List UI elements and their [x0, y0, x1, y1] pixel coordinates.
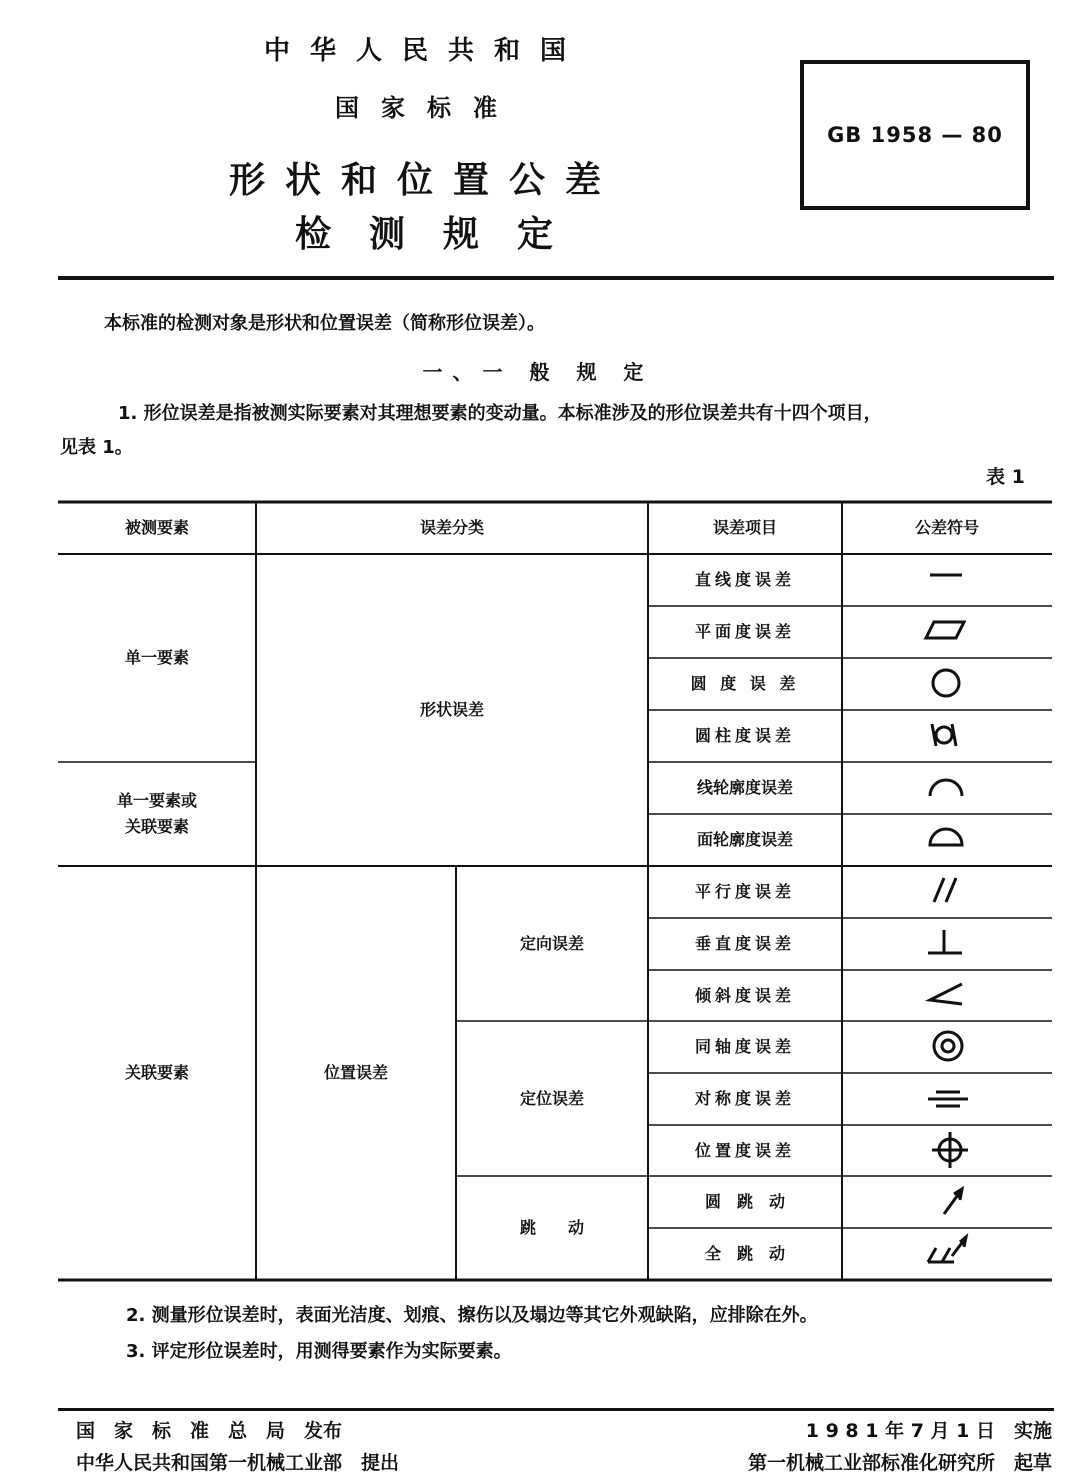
- subcategory-runout: 跳 动: [519, 1218, 584, 1237]
- document-title-line1: 形状和位置公差: [228, 160, 621, 201]
- header-measured-element: 被测要素: [124, 518, 189, 537]
- clause-2: 2. 测量形位误差时，表面光洁度、划痕、擦伤以及塌边等其它外观缺陷，应排除在外。: [126, 1305, 818, 1326]
- clause-1-line-2: 见表 1。: [60, 437, 133, 458]
- parallelism-symbol: [934, 878, 956, 902]
- header-error-category: 误差分类: [419, 518, 484, 537]
- item-flatness: 平面度误差: [694, 622, 795, 641]
- clause-3: 3. 评定形位误差时，用测得要素作为实际要素。: [126, 1341, 512, 1362]
- publisher: 国 家 标 准 总 局 发布: [76, 1420, 343, 1442]
- roundness-symbol: [933, 670, 959, 696]
- item-symmetry: 对称度误差: [694, 1089, 795, 1108]
- category-position-error: 位置误差: [323, 1063, 388, 1082]
- item-line-profile: 线轮廓度误差: [696, 778, 793, 797]
- item-circular-runout: 圆 跳 动: [704, 1192, 785, 1211]
- item-straightness: 直线度误差: [694, 570, 795, 589]
- intro-paragraph: 本标准的检测对象是形状和位置误差（简称形位误差）。: [104, 313, 545, 334]
- country-name: 中华人民共和国: [263, 36, 586, 66]
- subcategory-location: 定位误差: [519, 1088, 584, 1108]
- standard-category: 国家标准: [335, 94, 519, 122]
- position-symbol: [932, 1132, 968, 1168]
- element-single-or-related: 单一要素或 关联要素: [116, 791, 197, 836]
- item-coaxiality: 同轴度误差: [694, 1037, 795, 1056]
- category-form-error: 形状误差: [419, 700, 484, 719]
- item-roundness: 圆 度 误 差: [690, 674, 800, 693]
- effective-date: 1 9 8 1 年 7 月 1 日 实施: [805, 1420, 1052, 1442]
- item-parallelism: 平行度误差: [694, 882, 795, 901]
- item-position: 位置度误差: [694, 1140, 795, 1160]
- item-total-runout: 全 跳 动: [704, 1244, 785, 1263]
- clause-1-line-1: 1. 形位误差是指被测实际要素对其理想要素的变动量。本标准涉及的形位误差共有十四个项目，: [118, 403, 882, 424]
- item-angularity: 倾斜度误差: [694, 985, 795, 1005]
- element-single: 单一要素: [124, 648, 189, 667]
- surface-profile-symbol: [930, 829, 962, 845]
- table-caption: 表 1: [986, 466, 1025, 488]
- proposer: 中华人民共和国第一机械工业部 提出: [76, 1452, 400, 1474]
- drafter: 第一机械工业部标准化研究所 起草: [747, 1452, 1052, 1474]
- item-cylindricity: 圆柱度误差: [694, 726, 795, 745]
- flatness-symbol: [926, 622, 964, 638]
- circular-runout-symbol: [944, 1189, 962, 1214]
- document-title-line2: 检测规定: [294, 214, 591, 255]
- coaxiality-symbol: [934, 1032, 962, 1060]
- section-title: 一、一 般 规 定: [422, 360, 654, 384]
- header-tolerance-symbol: 公差符号: [914, 518, 979, 537]
- angularity-symbol: [930, 984, 962, 1004]
- subcategory-orientation: 定向误差: [519, 933, 584, 953]
- item-surface-profile: 面轮廓度误差: [696, 830, 793, 849]
- standard-number: GB 1958 — 80: [827, 123, 1003, 147]
- footer-rule: [58, 1408, 1054, 1411]
- cylindricity-symbol: [932, 724, 956, 746]
- header-error-item: 误差项目: [712, 518, 777, 537]
- item-perpendicularity: 垂直度误差: [694, 934, 795, 953]
- total-runout-symbol: [928, 1237, 966, 1262]
- line-profile-symbol: [930, 780, 962, 796]
- perpendicularity-symbol: [928, 930, 962, 953]
- element-related: 关联要素: [124, 1063, 189, 1082]
- symmetry-symbol: [928, 1092, 968, 1106]
